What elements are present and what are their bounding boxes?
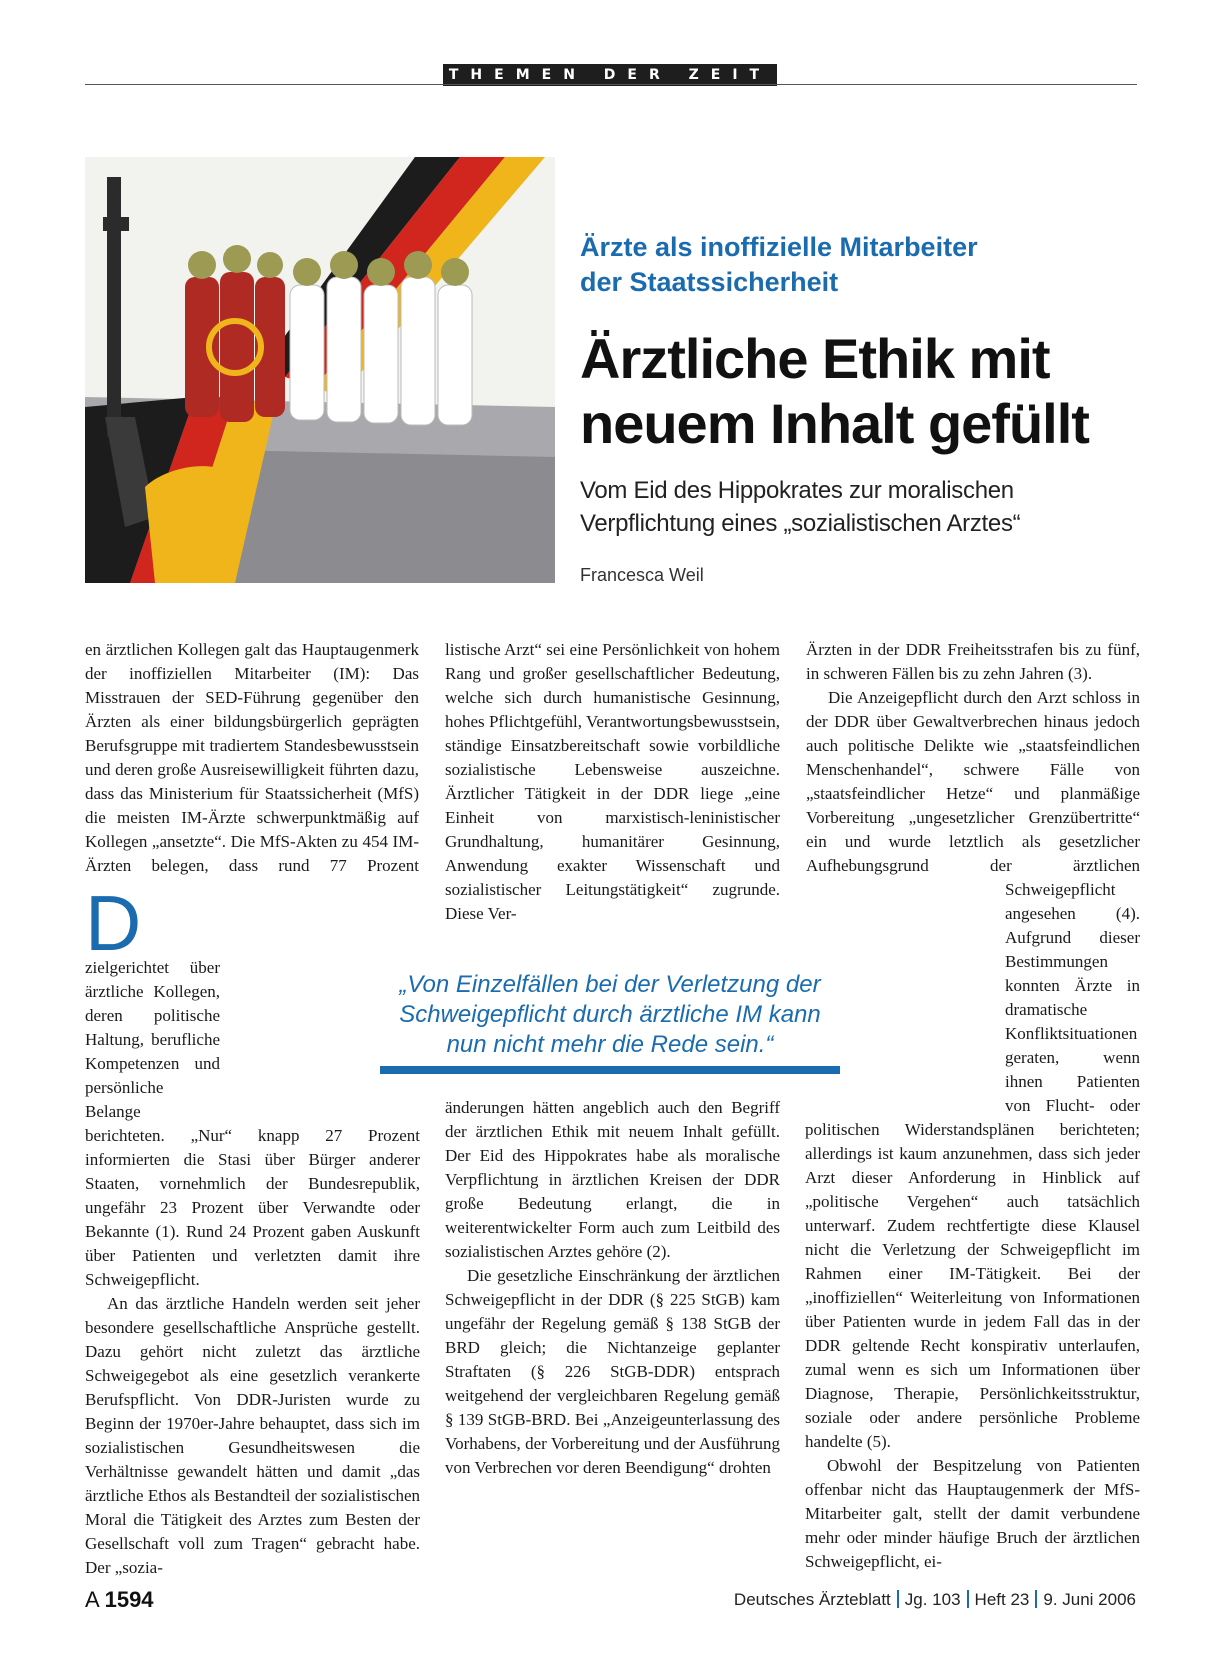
pull-quote-rule bbox=[380, 1066, 840, 1074]
journal-date: 9. Juni 2006 bbox=[1043, 1590, 1136, 1609]
body-paragraph: Ärzten in der DDR Freiheitsstrafen bis zu fünf, in schweren Fällen bis zu zehn Jahren (3). bbox=[806, 640, 1140, 683]
body-paragraph: Die gesetzliche Einschränkung der ärztlichen Schweigepflicht in der DDR (§ 225 StGB) kam ungefähr der Regelung gemäß § 138 StGB der BRD gleich; die Nichtanzeige geplanter Straftaten (§ 226 StGB-DDR) entsprach weitgehend der vergleichbaren Regelung gemäß § 139 StGB-BRD. Bei „Anzeigeunterlassung des Vorhabens, der Vorbereitung und der Ausführung von Verbrechen vor deren Beendigung“ drohten bbox=[445, 1266, 780, 1477]
separator bbox=[897, 1590, 899, 1608]
author-name: Francesca Weil bbox=[580, 565, 704, 585]
journal-name: Deutsches Ärzteblatt bbox=[733, 1590, 891, 1609]
kicker-line: der Staatssicherheit bbox=[580, 267, 839, 297]
journal-meta bbox=[734, 1590, 1136, 1610]
article-headline bbox=[580, 326, 1140, 456]
article-kicker bbox=[580, 230, 1100, 300]
page-number bbox=[85, 1587, 154, 1613]
body-paragraph: Die Anzeigepflicht durch den Arzt schloss in der DDR über Gewaltverbrechen hinaus jedoch auch politische Delikte wie „staatsfeindlichen Menschenhandel“, schwere Fälle von „staatsfeindlicher Hetze“ und planmäßige Vorbereitung „ungesetzlicher Grenzübertritte“ ein und wurde letztlich als gesetzlicher Aufhebungsgrund der ärztlichen Schweigepflicht angesehen (4). Aufgrund dieser Bestimmungen konnten Ärzte in dramatische Konfliktsituationen geraten, wenn ihnen Patienten von Flucht- oder politischen Widerstandsplänen berichteten; allerdings ist kaum anzunehmen, dass sich jeder Arzt dieser Anforderung in Hinblick auf „politische Vergehen“ auch tatsächlich unterwarf. Zudem rechtfertigte diese Klausel nicht die Verletzung der Schweigepflicht im Rahmen einer IM-Tätigkeit. Bei der „inoffiziellen“ Weiterleitung von Informationen über Patienten wurde in jedem Fall das in der DDR geltende Recht konspirativ unterlaufen, zumal wenn es sich um Informationen über Diagnose, Therapie, Persönlichkeitsstruktur, soziale oder andere persönliche Probleme handelte (5). bbox=[805, 688, 1140, 1451]
body-column-1 bbox=[85, 638, 420, 1580]
section-label: THEMEN DER ZEIT bbox=[443, 64, 777, 86]
body-paragraph: An das ärztliche Handeln werden seit jeher besondere gesellschaftliche Ansprüche gestellt. Dazu gehört nicht zuletzt das ärztliche Schweigegebot als eine gesetzlich verankerte Berufspflicht. Von DDR-Juristen wurde zu Beginn der 1970er-Jahre behauptet, dass sich im sozialistischen Gesundheitswesen die Verhältnisse gewandelt hätten und damit „das ärztliche Ethos als Bestandteil der sozialistischen Moral die Tätigkeit des Arztes zum Besten der Gesellschaft voll zum Tragen“ gebracht habe. Der „sozia- bbox=[85, 1294, 420, 1577]
article-illustration bbox=[85, 157, 555, 583]
article-subhead bbox=[580, 474, 1140, 540]
body-paragraph: D en ärztlichen Kollegen galt das Hauptaugenmerk der inoffiziellen Mitarbeiter (IM): Das Misstrauen der SED-Führung gegenüber den Ärzten als einer bildungsbürgerlich geprägten Berufsgruppe mit tradiertem Standesbewusstsein und deren große Ausreisewilligkeit führten dazu, dass das Ministerium für Staatssicherheit (MfS) die meisten IM-Ärzte schwerpunktmäßig auf Kollegen „ansetzte“. Die MfS-Akten zu 454 IM-Ärzten belegen, dass rund 77 Prozent zielgerichtet über ärztliche Kollegen, deren politische Haltung, berufliche Kompetenzen und persönliche Belange berichteten. „Nur“ knapp 27 Prozent informierten die Stasi über Bürger anderer Staaten, vornehmlich der Bundesrepublik, ungefähr 23 Prozent über Verwandte oder Bekannte (1). Rund 24 Prozent gaben Auskunft über Patienten und verletzten damit ihre Schweigepflicht. bbox=[85, 640, 420, 1289]
page-prefix: A bbox=[85, 1587, 99, 1612]
pull-quote bbox=[380, 970, 840, 1074]
headline-line: neuem Inhalt gefüllt bbox=[580, 392, 1089, 455]
separator bbox=[1035, 1590, 1037, 1608]
page-number-value: 1594 bbox=[104, 1587, 154, 1612]
separator bbox=[967, 1590, 969, 1608]
body-column-3 bbox=[805, 638, 1140, 1574]
drop-cap: D bbox=[85, 879, 142, 967]
gdr-flag-doctors-illustration-icon bbox=[85, 157, 555, 583]
body-paragraph: Obwohl der Bespitzelung von Patienten offenbar nicht das Hauptaugenmerk der MfS-Mitarbeiter galt, stellt der damit verbundene mehr oder minder häufige Bruch der ärztlichen Schweigepflicht, ei- bbox=[805, 1456, 1140, 1571]
body-paragraph: änderungen hätten angeblich auch den Begriff der ärztlichen Ethik mit neuem Inhalt gefüllt. Der Eid des Hippokrates habe als moralische Verpflichtung in ärztlichen Kreisen der DDR große Bedeutung erlangt, die in weiterentwickelter Form auch zum Leitbild des sozialistischen Arztes gehöre (2). bbox=[445, 1098, 780, 1261]
journal-volume: Jg. 103 bbox=[904, 1590, 961, 1609]
journal-issue: Heft 23 bbox=[974, 1590, 1030, 1609]
header-rule bbox=[85, 84, 1137, 85]
pull-quote-text: „Von Einzelfällen bei der Verletzung der Schweigepflicht durch ärztliche IM kann nun nicht mehr die Rede sein.“ bbox=[399, 971, 821, 1058]
subhead-line: Verpflichtung eines „sozialistischen Arztes“ bbox=[580, 510, 1021, 537]
body-paragraph: listische Arzt“ sei eine Persönlichkeit von hohem Rang und großer gesellschaftlicher Bedeutung, welche sich durch humanistische Gesinnung, hohes Pflichtgefühl, Verantwortungsbewusstsein, ständige Einsatzbereitschaft sowie vorbildliche sozialistische Lebensweise auszeichne. Ärztlicher Tätigkeit in der DDR liege „eine Einheit von marxistisch-leninistischer Grundhaltung, humanitärer Gesinnung, Anwendung exakter Wissenschaft und sozialistischer Leitungstätigkeit“ zugrunde. Diese Ver- bbox=[445, 640, 780, 923]
subhead-line: Vom Eid des Hippokrates zur moralischen bbox=[580, 477, 1014, 504]
headline-line: Ärztliche Ethik mit bbox=[580, 327, 1050, 390]
kicker-line: Ärzte als inoffizielle Mitarbeiter bbox=[580, 232, 978, 262]
